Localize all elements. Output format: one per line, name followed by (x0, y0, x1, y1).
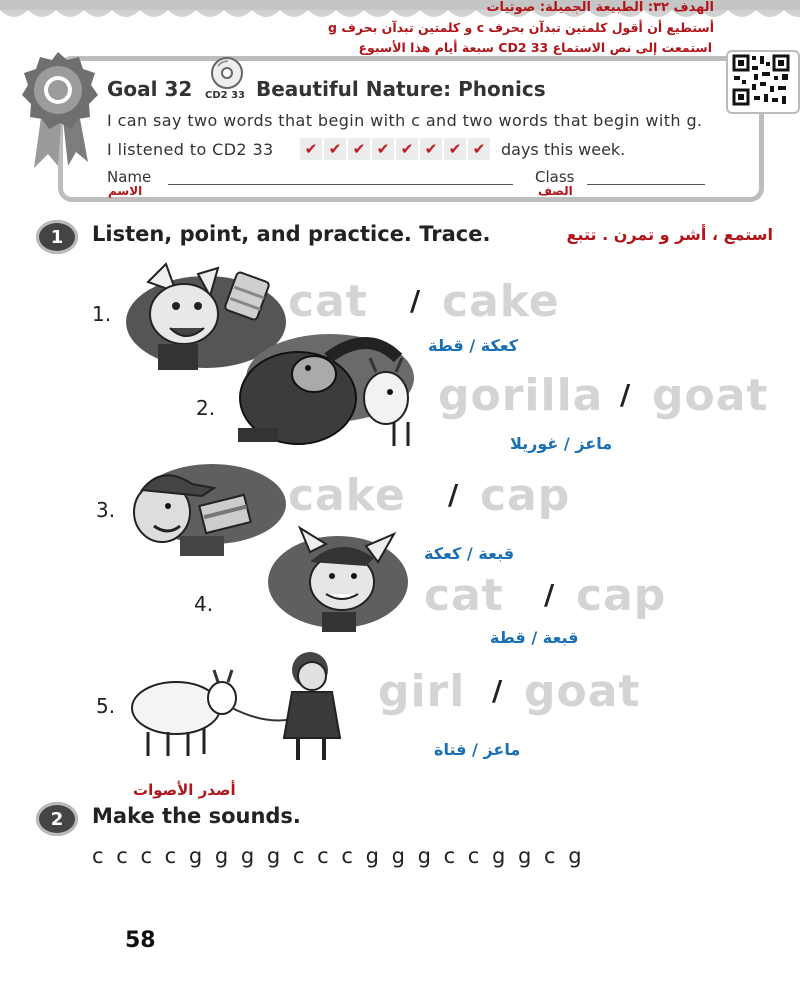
listening-statement-end: days this week. (501, 140, 626, 159)
arabic-translation: كعكة / قطة (428, 336, 519, 355)
goal-statement: I can say two words that begin with c and two words that begin with g. (107, 111, 703, 130)
word-separator: / (544, 578, 555, 611)
item-number: 5. (96, 694, 116, 718)
day-checkbox[interactable] (420, 138, 442, 160)
cd-icon (210, 56, 244, 90)
word-separator: / (620, 378, 631, 411)
boy-with-cap-and-cake-illustration (120, 456, 288, 560)
listening-statement: I listened to CD2 33 (107, 140, 274, 159)
trace-word: cat (424, 570, 504, 621)
trace-word: goat (652, 370, 769, 421)
check-mark-icon: ✔ (472, 140, 486, 158)
day-checkbox[interactable] (468, 138, 490, 160)
trace-word: cap (480, 470, 571, 521)
day-checkbox[interactable] (324, 138, 346, 160)
class-field[interactable] (587, 184, 705, 185)
name-label: Name (107, 168, 152, 186)
girl-with-goat-illustration (128, 648, 354, 764)
gorilla-and-goat-illustration (218, 328, 432, 448)
rosette-badge-icon (12, 50, 102, 170)
trace-word: cake (288, 470, 406, 521)
qr-code[interactable] (726, 50, 800, 114)
arabic-translation: قبعة / كعكة (424, 544, 515, 563)
word-separator: / (410, 284, 421, 317)
arabic-goal-title: الهدف ٣٢: الطبيعة الجميلة: صوتيات (486, 0, 714, 15)
qr-code-icon (728, 52, 794, 108)
item-number: 2. (196, 396, 216, 420)
page-number: 58 (125, 928, 156, 953)
day-checkbox[interactable] (372, 138, 394, 160)
section-1-title: Listen, point, and practice. Trace. (92, 222, 491, 246)
word-separator: / (492, 674, 503, 707)
name-field[interactable] (168, 184, 513, 185)
name-label-arabic: الاسم (108, 184, 143, 198)
check-mark-icon: ✔ (400, 140, 414, 158)
section-2-number: 2 (36, 802, 78, 836)
check-mark-icon: ✔ (424, 140, 438, 158)
trace-word: girl (378, 666, 466, 717)
check-mark-icon: ✔ (376, 140, 390, 158)
section-2-title: Make the sounds. (92, 804, 301, 828)
day-checkbox[interactable] (300, 138, 322, 160)
class-label: Class (535, 168, 575, 186)
day-checkbox[interactable] (444, 138, 466, 160)
section-1-title-arabic: استمع ، أشر و تمرن . تتبع (566, 225, 773, 244)
goal-title: Beautiful Nature: Phonics (256, 77, 546, 101)
word-separator: / (448, 478, 459, 511)
item-number: 4. (194, 592, 214, 616)
section-1-number: 1 (36, 220, 78, 254)
item-number: 1. (92, 302, 112, 326)
check-mark-icon: ✔ (352, 140, 366, 158)
day-checkbox[interactable] (348, 138, 370, 160)
arabic-goal-line-2: أستطيع أن أقول كلمتين تبدآن بحرف c و كلمتين تبدآن بحرف g (328, 20, 714, 35)
goal-number: Goal 32 (107, 77, 193, 101)
day-checkbox[interactable] (396, 138, 418, 160)
letter-sounds-sequence: c c c c g g g g c c c g g g c c g g c g (92, 844, 585, 868)
trace-word: goat (524, 666, 641, 717)
trace-word: cat (288, 276, 368, 327)
arabic-translation: ماعز / فتاة (434, 740, 521, 759)
check-mark-icon: ✔ (448, 140, 462, 158)
arabic-translation: ماعز / غوريلا (510, 434, 613, 453)
day-checkboxes (300, 138, 490, 160)
arabic-translation: قبعة / قطة (490, 628, 579, 647)
cat-with-cap-illustration (266, 522, 420, 634)
check-mark-icon: ✔ (328, 140, 342, 158)
arabic-goal-line-3: استمعت إلى نص الاستماع CD2 33 سبعة أيام هذا الأسبوع (358, 40, 712, 55)
trace-word: cake (442, 276, 560, 327)
check-mark-icon: ✔ (304, 140, 318, 158)
item-number: 3. (96, 498, 116, 522)
trace-word: cap (576, 570, 667, 621)
section-2-title-arabic: أصدر الأصوات (133, 781, 236, 799)
class-label-arabic: الصف (538, 184, 573, 198)
cd-track-label: CD2 33 (205, 90, 245, 101)
trace-word: gorilla (438, 370, 604, 421)
